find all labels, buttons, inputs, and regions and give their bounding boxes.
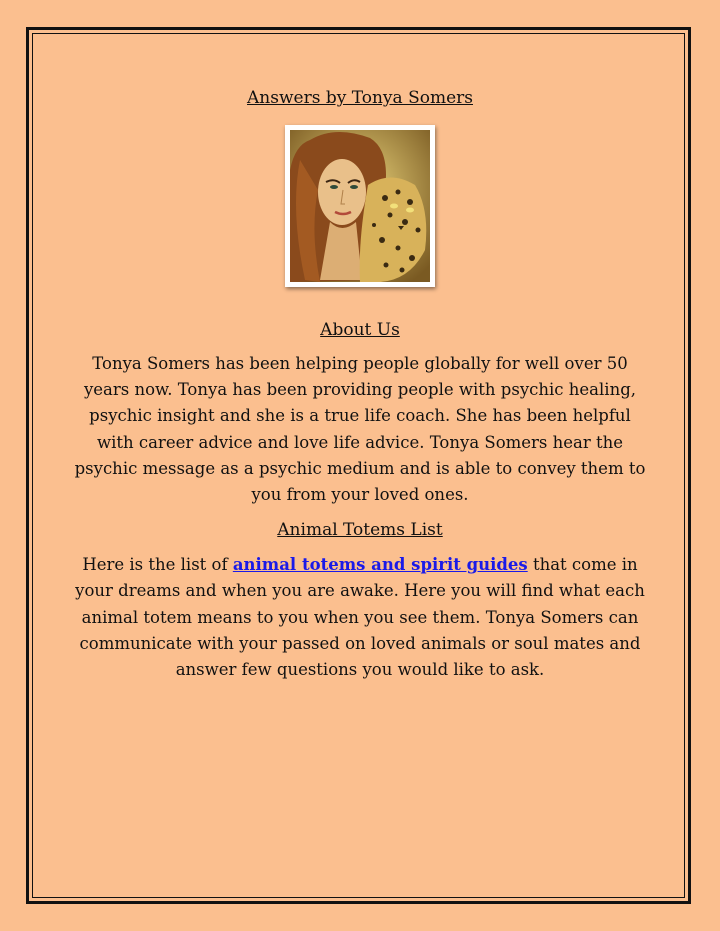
totems-heading: Animal Totems List xyxy=(277,520,443,541)
totems-text-after: that come in your dreams and when you are awake. Here you will find what each animal totem means to you when you see them. Tonya Somers can communicate with your passed on loved animals or soul mates and answer few questions you would like to ask. xyxy=(75,555,645,680)
woman-leopard-image xyxy=(285,125,435,287)
totems-paragraph xyxy=(70,552,650,683)
page-title: Answers by Tonya Somers xyxy=(247,88,473,108)
about-heading: About Us xyxy=(320,320,400,340)
totems-text-before: Here is the list of xyxy=(82,555,233,575)
document-body xyxy=(60,80,660,683)
about-paragraph: Tonya Somers has been helping people globally for well over 50 years now. Tonya has been providing people with psychic healing, psychic insight and she is a true life coach. She has been helpful with career advice and love life advice. Tonya Somers hear the psychic message as a psychic medium and is able to convey them to you from your loved ones. xyxy=(74,354,646,505)
woman-leopard-illustration xyxy=(290,130,430,282)
animal-totems-link[interactable]: animal totems and spirit guides xyxy=(232,555,528,575)
